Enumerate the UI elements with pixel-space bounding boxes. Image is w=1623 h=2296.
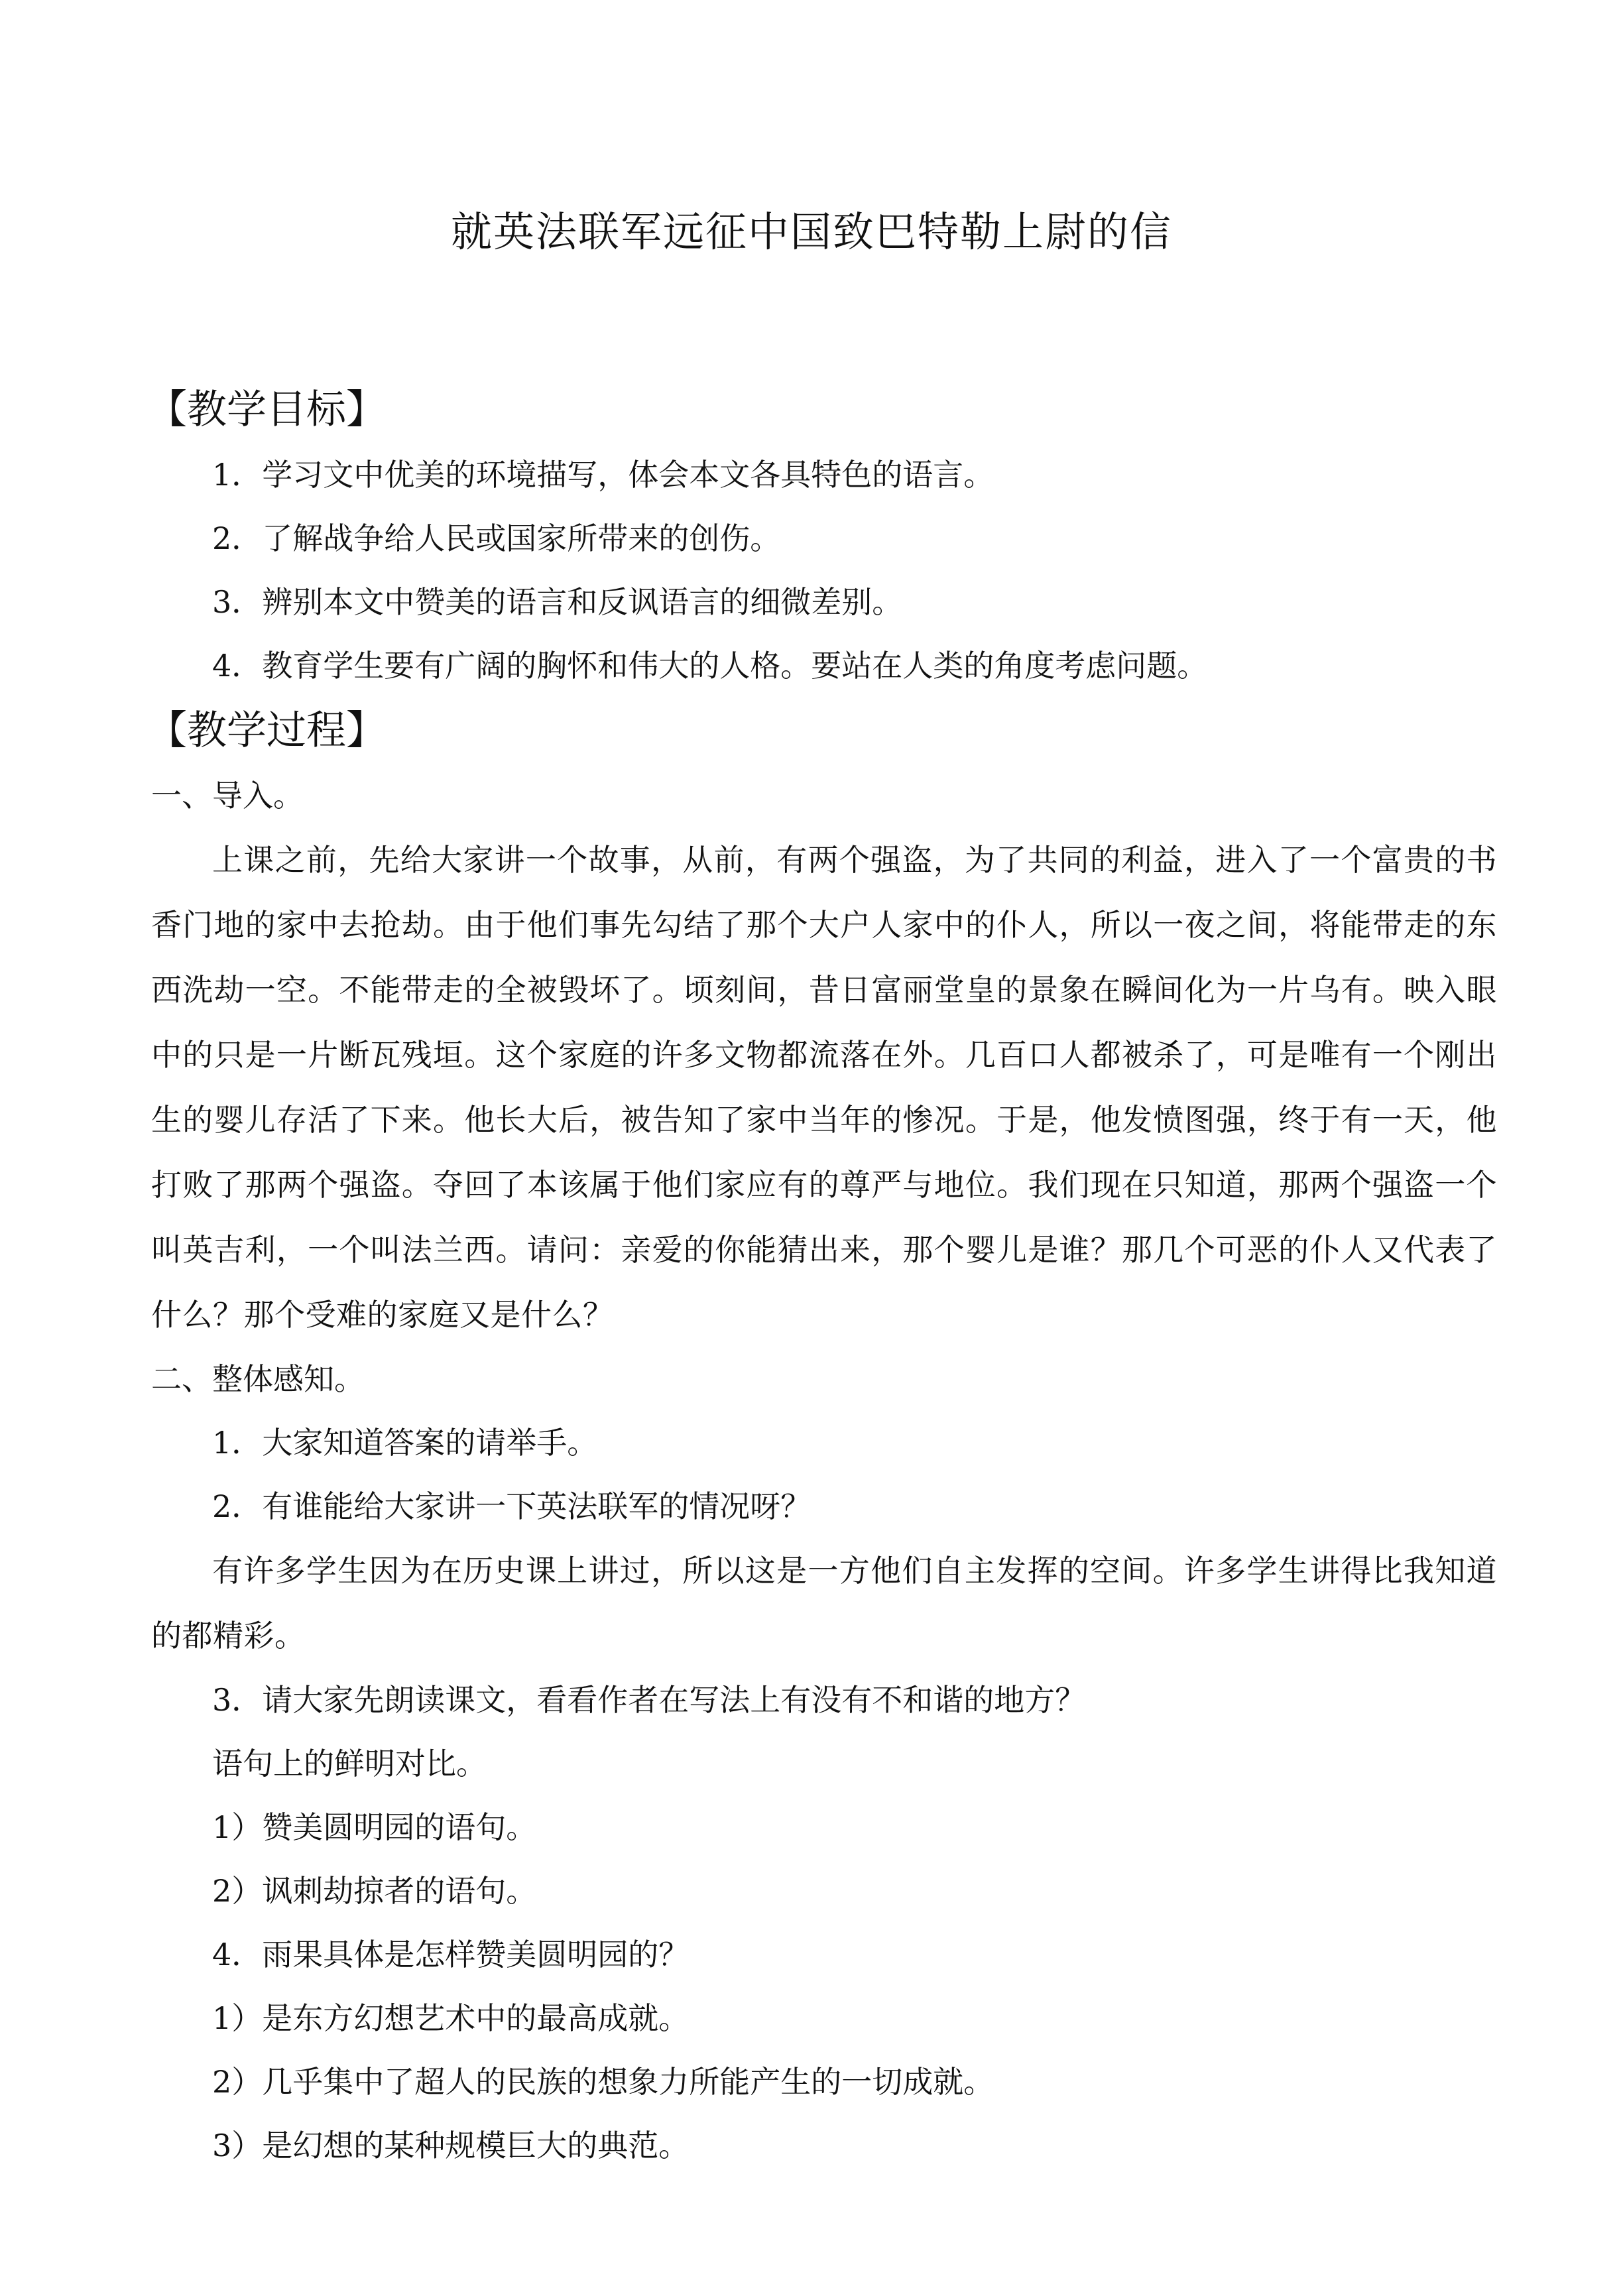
goal-item: 1．学习文中优美的环境描写，体会本文各具特色的语言。 — [212, 457, 994, 493]
goal-item: 3．辨别本文中赞美的语言和反讽语言的细微差别。 — [212, 584, 903, 620]
student-discussion-paragraph: 有许多学生因为在历史课上讲过，所以这是一方他们自主发挥的空间。许多学生讲得比我知道的都精彩。 — [151, 1553, 1497, 1654]
question-item: 3．请大家先朗读课文，看看作者在写法上有没有不和谐的地方？ — [212, 1682, 1086, 1718]
answer-line: 语句上的鲜明对比。 — [212, 1746, 487, 1782]
introduction-story-paragraph: 上课之前，先给大家讲一个故事，从前，有两个强盗，为了共同的利益，进入了一个富贵的书香门地的家中去抢劫。由于他们事先勾结了那个大户人家中的仆人，所以一夜之间，将能带走的东西洗劫一空。不能带走的全被毁坏了。顷刻间，昔日富丽堂皇的景象在瞬间化为一片乌有。映入眼中的只是一片断瓦残垣。这个家庭的许多文物都流落在外。几百口人都被杀了，可是唯有一个刚出生的婴儿存活了下来。他长大后，被告知了家中当年的惨况。于是，他发愤图强，终于有一天，他打败了那两个强盗。夺回了本该属于他们家应有的尊严与地位。我们现在只知道，那两个强盗一个叫英吉利，一个叫法兰西。请问：亲爱的你能猜出来，那个婴儿是谁？那几个可恶的仆人又代表了什么？那个受难的家庭又是什么？ — [151, 842, 1497, 1333]
sub-list-item: 1）赞美圆明园的语句。 — [212, 1809, 537, 1845]
document-body — [147, 377, 1497, 2177]
question-item: 2．有谁能给大家讲一下英法联军的情况呀？ — [212, 1488, 812, 1524]
goal-item: 4．教育学生要有广阔的胸怀和伟大的人格。要站在人类的角度考虑问题。 — [212, 648, 1208, 684]
document-title: 就英法联军远征中国致巴特勒上尉的信 — [450, 208, 1172, 256]
sub-list-item: 2）几乎集中了超人的民族的想象力所能产生的一切成就。 — [212, 2064, 994, 2100]
goal-item: 2．了解战争给人民或国家所带来的创伤。 — [212, 520, 781, 556]
teaching-process-heading: 【教学过程】 — [147, 707, 386, 754]
question-item: 1．大家知道答案的请举手。 — [212, 1425, 598, 1461]
sub-list-item: 1）是东方幻想艺术中的最高成就。 — [212, 2000, 690, 2036]
section-title-introduction: 一、导入。 — [151, 778, 304, 814]
sub-list-item: 2）讽刺劫掠者的语句。 — [212, 1873, 537, 1909]
question-item: 4．雨果具体是怎样赞美圆明园的？ — [212, 1937, 690, 1972]
teaching-goals-heading: 【教学目标】 — [147, 387, 386, 433]
sub-list-item: 3）是幻想的某种规模巨大的典范。 — [212, 2128, 690, 2163]
section-title-overall-perception: 二、整体感知。 — [151, 1361, 365, 1397]
